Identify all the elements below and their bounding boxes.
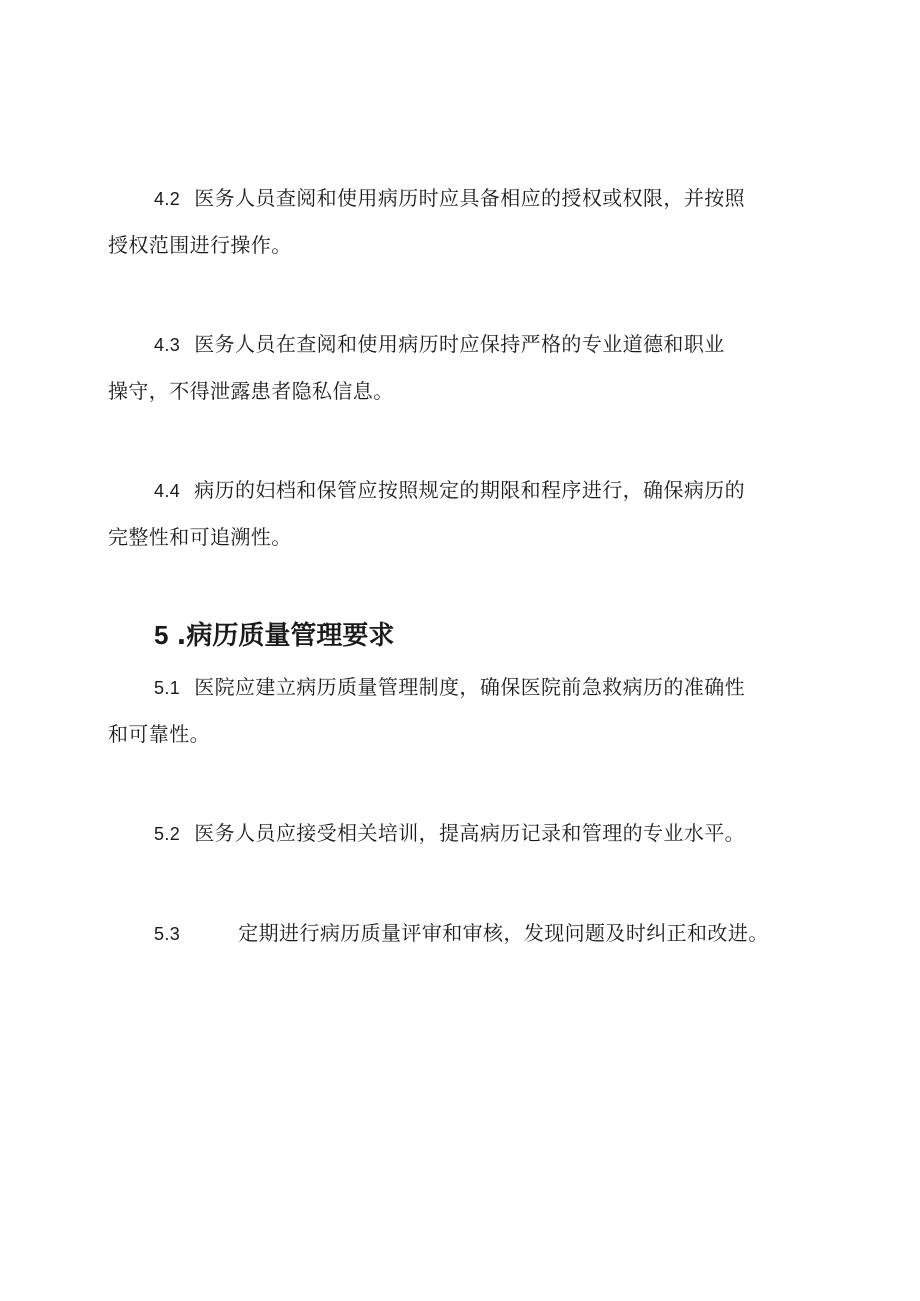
clause-text-continued: 和可靠性。 [108,722,210,746]
clause-4-3 [108,321,838,414]
clause-line [108,175,838,222]
clause-line [108,810,838,857]
clause-number: 4.3 [154,335,181,355]
clause-text: 医务人员在查阅和使用病历时应保持严格的专业道德和职业 [194,332,725,356]
clause-text: 医院应建立病历质量管理制度，确保医院前急救病历的准确性 [194,675,746,699]
clause-number: 5.3 [154,924,181,944]
section-number: 5 [154,620,169,650]
section-5-heading [154,612,394,659]
clause-text-continued: 完整性和可追溯性。 [108,525,292,549]
clause-text: 定期进行病历质量评审和审核，发现问题及时纠正和改进。 [238,921,769,945]
clause-line [108,664,838,711]
clause-4-2 [108,175,838,268]
clause-number: 4.2 [154,189,181,209]
clause-line [108,467,838,514]
clause-number: 4.4 [154,481,181,501]
clause-line [108,321,838,368]
clause-4-4 [108,467,838,560]
clause-text-continued: 授权范围进行操作。 [108,233,292,257]
clause-number: 5.1 [154,678,181,698]
clause-text-continued: 操守，不得泄露患者隐私信息。 [108,379,394,403]
clause-number: 5.2 [154,824,181,844]
clause-text: 医务人员应接受相关培训，提高病历记录和管理的专业水平。 [194,821,746,845]
clause-text: 医务人员查阅和使用病历时应具备相应的授权或权限，并按照 [194,186,746,210]
section-title: .病历质量管理要求 [176,621,395,651]
clause-5-2 [108,810,838,857]
clause-5-1 [108,664,838,757]
clause-text: 病历的妇档和保管应按照规定的期限和程序进行，确保病历的 [194,478,746,502]
clause-5-3 [108,910,838,957]
clause-line [108,910,838,957]
